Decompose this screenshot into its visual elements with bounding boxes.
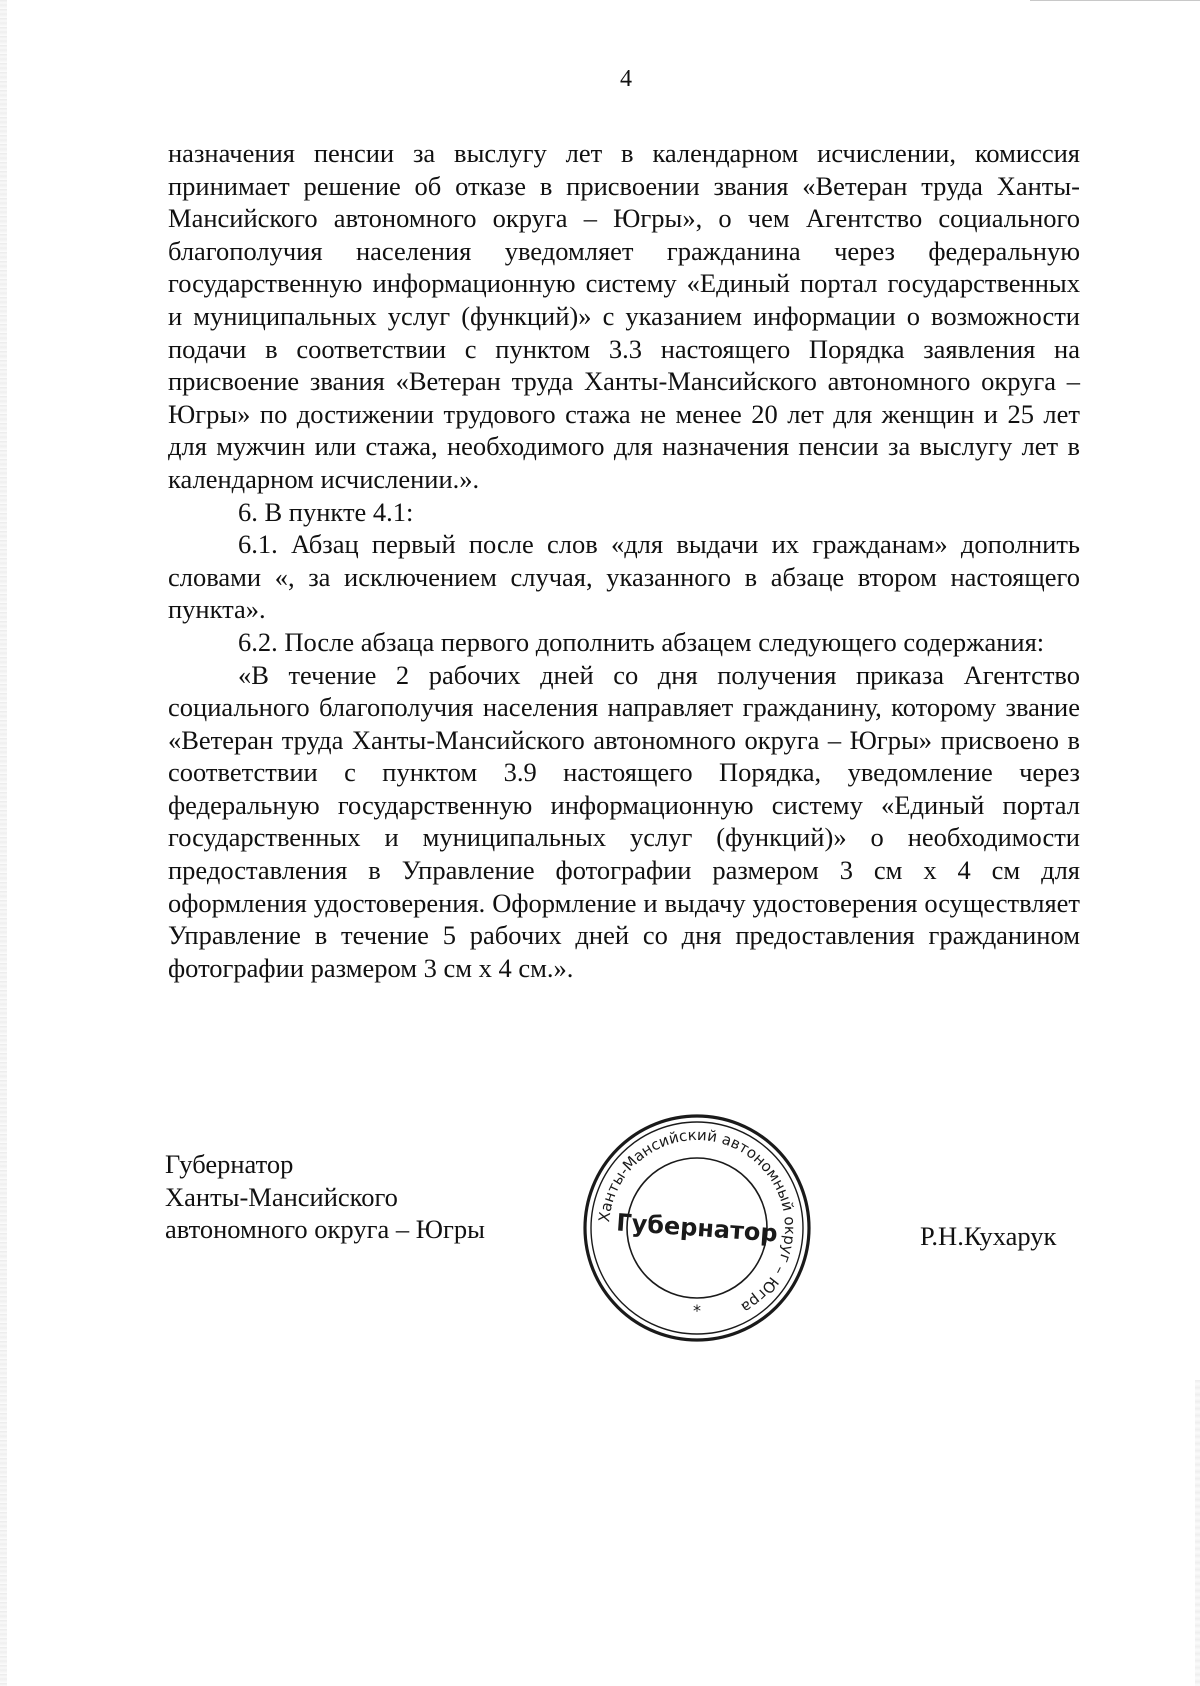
stamp-center-text: Губернатор <box>615 1208 779 1248</box>
signatory-name: Р.Н.Кухарук <box>920 1221 1057 1251</box>
signatory-title-line: Губернатор <box>165 1149 294 1179</box>
paragraph-item-6-1: 6.1. Абзац первый после слов «для выдачи их гражданам» дополнить словами «, за исключением случая, указанного в абзаце втором настоящего пункта». <box>168 529 1080 625</box>
scan-edge-artifact-right <box>1195 1380 1200 1686</box>
stamp-star-icon: * <box>693 1301 701 1320</box>
page-number: 4 <box>620 66 632 92</box>
governor-seal-stamp <box>577 1108 817 1348</box>
paragraph-item-6: 6. В пункте 4.1: <box>238 496 414 527</box>
signatory-title-line: Ханты-Мансийского <box>165 1181 398 1212</box>
signatory-title-line: автономного округа – Югры <box>165 1214 485 1245</box>
scan-edge-artifact-left <box>0 0 7 1686</box>
stamp-ring-text: Ханты-Мансийский автономный округ – Югра <box>595 1125 800 1317</box>
paragraph-continuation: назначения пенсии за выслугу лет в календарном исчислении, комиссия принимает решение об отказе в присвоении звания «Ветеран труда Ханты-Мансийского автономного округа – Югры», о чем Агентство социального благополучия населения уведомляет гражданина через федеральную государственную информационную систему «Единый портал государственных и муниципальных услуг (функций)» с указанием информации о возможности подачи в соответствии с пунктом 3.3 настоящего Порядка заявления на присвоение звания «Ветеран труда Ханты-Мансийского автономного округа – Югры» по достижении трудового стажа не менее 20 лет для женщин и 25 лет для мужчин или стажа, необходимого для назначения пенсии за выслугу лет в календарном исчислении.». <box>168 138 1080 494</box>
signatory-title <box>165 1148 485 1246</box>
document-body <box>168 137 1080 984</box>
paragraph-item-6-2: 6.2. После абзаца первого дополнить абзацем следующего содержания: <box>238 626 1045 657</box>
scan-top-line <box>1030 0 1200 1</box>
paragraph-quoted-insert: «В течение 2 рабочих дней со дня получения приказа Агентство социального благополучия населения направляет гражданину, которому звание «Ветеран труда Ханты-Мансийского автономного округа – Югры» присвоено в соответствии с пунктом 3.9 настоящего Порядка, уведомление через федеральную государственную информационную систему «Единый портал государственных и муниципальных услуг (функций)» о необходимости предоставления в Управление фотографии размером 3 см х 4 см для оформления удостоверения. Оформление и выдачу удостоверения осуществляет Управление в течение 5 рабочих дней со дня предоставления гражданином фотографии размером 3 см х 4 см.». <box>168 659 1080 983</box>
